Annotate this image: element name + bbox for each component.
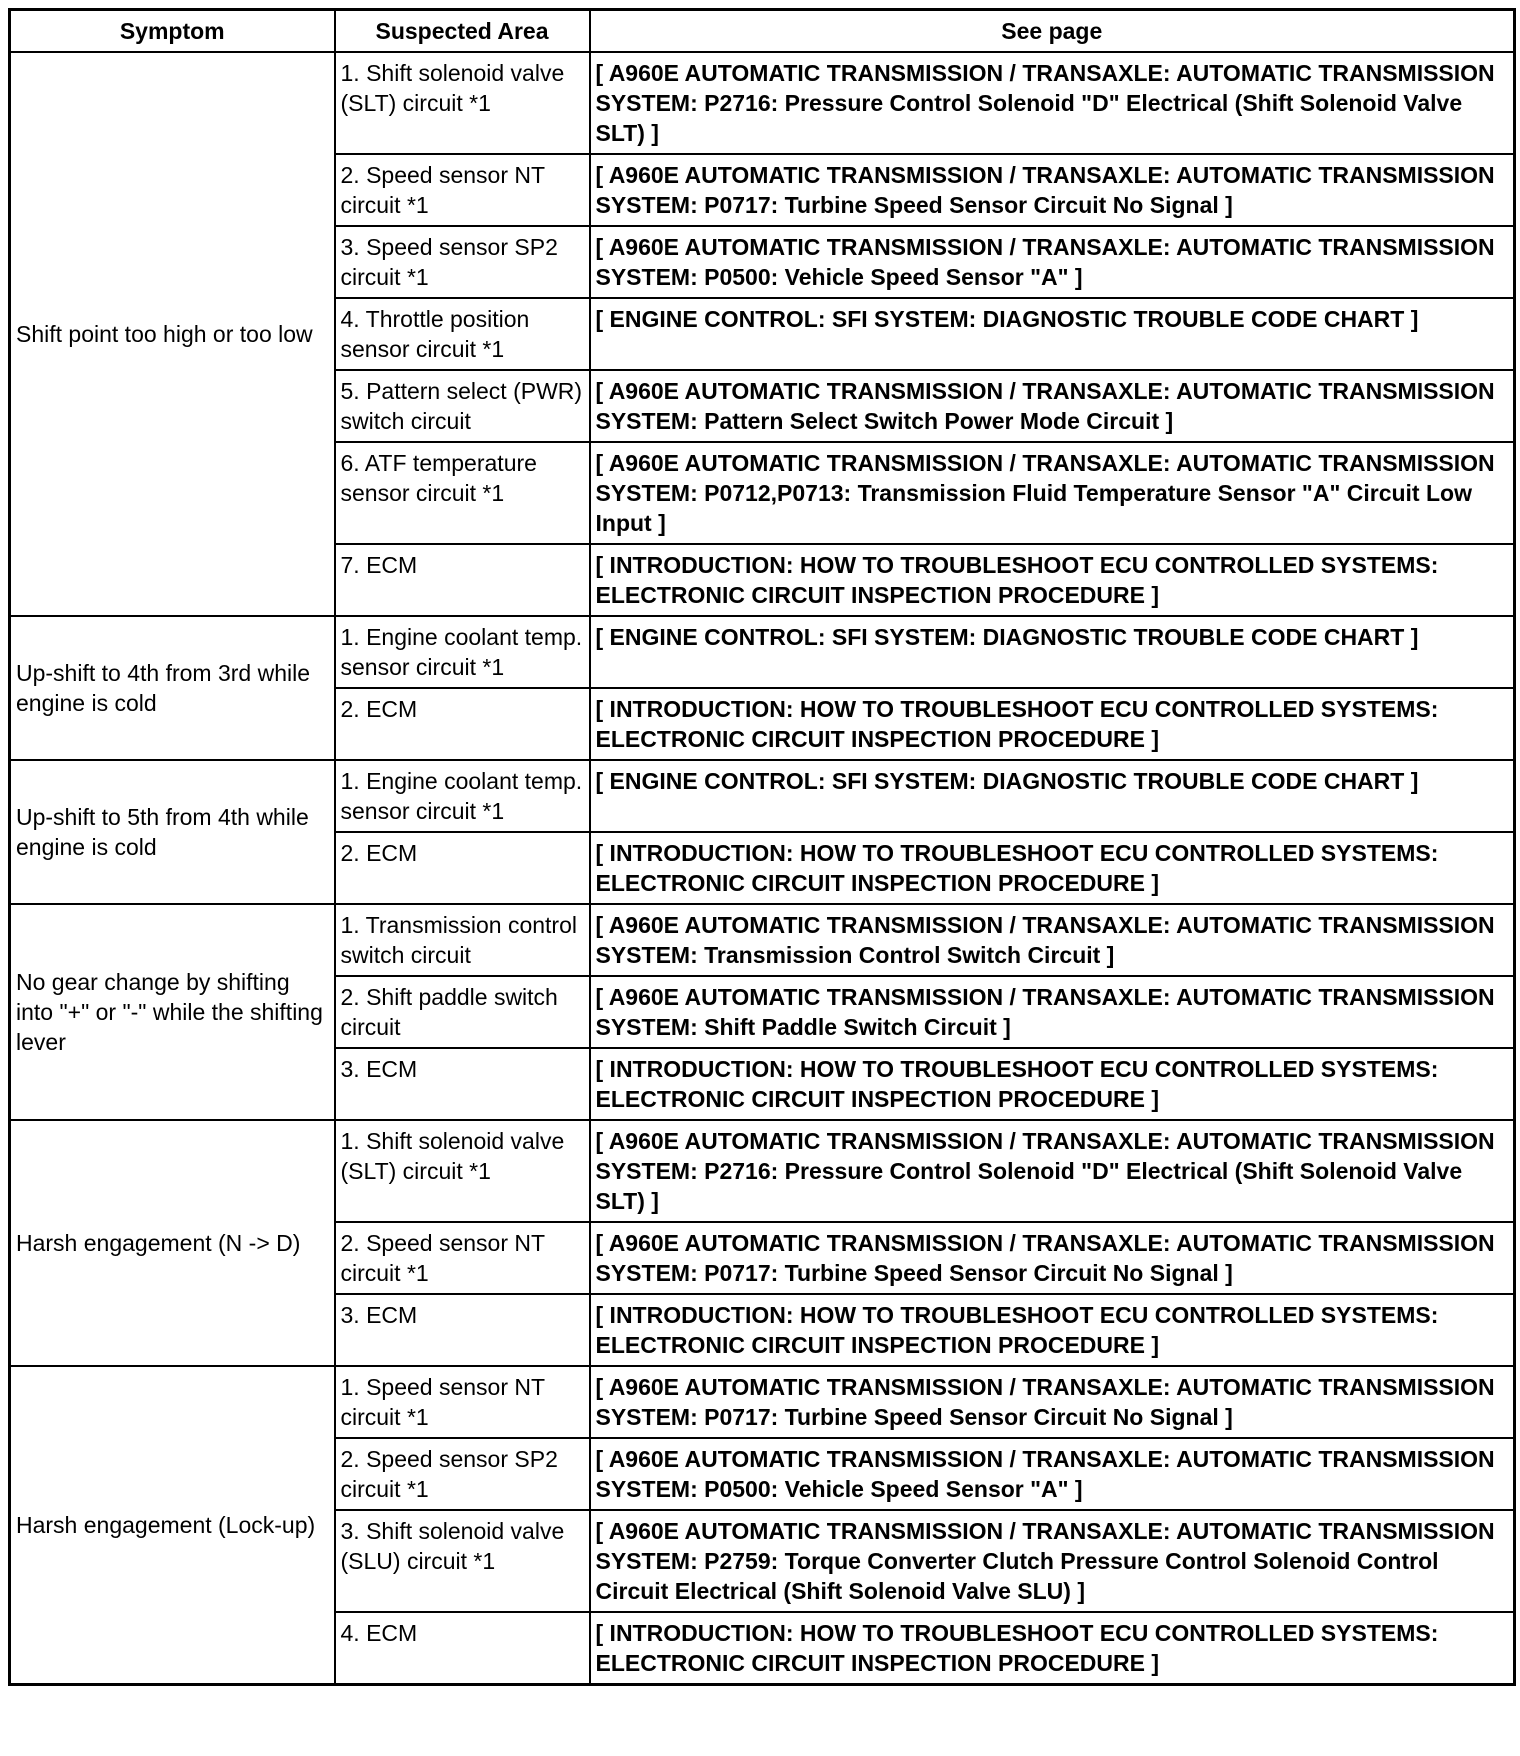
header-see-page: See page <box>590 10 1515 53</box>
table-row <box>10 52 1515 154</box>
see-page-link[interactable]: [ A960E AUTOMATIC TRANSMISSION / TRANSAXLE: AUTOMATIC TRANSMISSION SYSTEM: P2716: Pressure Control Solenoid "D" Electrical (Shift Solenoid Valve SLT) ] <box>590 1120 1515 1222</box>
see-page-link[interactable]: [ A960E AUTOMATIC TRANSMISSION / TRANSAXLE: AUTOMATIC TRANSMISSION SYSTEM: P2716: Pressure Control Solenoid "D" Electrical (Shift Solenoid Valve SLT) ] <box>590 52 1515 154</box>
see-page-link[interactable]: [ A960E AUTOMATIC TRANSMISSION / TRANSAXLE: AUTOMATIC TRANSMISSION SYSTEM: Pattern Select Switch Power Mode Circuit ] <box>590 370 1515 442</box>
suspected-area-cell: 4. ECM <box>335 1612 590 1685</box>
see-page-link[interactable]: [ A960E AUTOMATIC TRANSMISSION / TRANSAXLE: AUTOMATIC TRANSMISSION SYSTEM: P0717: Turbine Speed Sensor Circuit No Signal ] <box>590 1366 1515 1438</box>
see-page-link[interactable]: [ INTRODUCTION: HOW TO TROUBLESHOOT ECU CONTROLLED SYSTEMS: ELECTRONIC CIRCUIT INSPECTION PROCEDURE ] <box>590 544 1515 616</box>
symptom-cell: Up-shift to 4th from 3rd while engine is cold <box>10 616 335 760</box>
suspected-area-cell: 1. Engine coolant temp. sensor circuit *1 <box>335 616 590 688</box>
see-page-link[interactable]: [ A960E AUTOMATIC TRANSMISSION / TRANSAXLE: AUTOMATIC TRANSMISSION SYSTEM: Transmission Control Switch Circuit ] <box>590 904 1515 976</box>
suspected-area-cell: 1. Speed sensor NT circuit *1 <box>335 1366 590 1438</box>
header-row <box>10 10 1515 53</box>
suspected-area-cell: 6. ATF temperature sensor circuit *1 <box>335 442 590 544</box>
see-page-link[interactable]: [ A960E AUTOMATIC TRANSMISSION / TRANSAXLE: AUTOMATIC TRANSMISSION SYSTEM: Shift Paddle Switch Circuit ] <box>590 976 1515 1048</box>
suspected-area-cell: 2. Speed sensor NT circuit *1 <box>335 1222 590 1294</box>
suspected-area-cell: 2. Speed sensor NT circuit *1 <box>335 154 590 226</box>
table-row <box>10 616 1515 688</box>
symptom-cell: Up-shift to 5th from 4th while engine is cold <box>10 760 335 904</box>
see-page-link[interactable]: [ INTRODUCTION: HOW TO TROUBLESHOOT ECU CONTROLLED SYSTEMS: ELECTRONIC CIRCUIT INSPECTION PROCEDURE ] <box>590 1294 1515 1366</box>
see-page-link[interactable]: [ A960E AUTOMATIC TRANSMISSION / TRANSAXLE: AUTOMATIC TRANSMISSION SYSTEM: P0712,P0713: Transmission Fluid Temperature Sensor "A" Circuit Low Input ] <box>590 442 1515 544</box>
suspected-area-cell: 2. ECM <box>335 688 590 760</box>
see-page-link[interactable]: [ A960E AUTOMATIC TRANSMISSION / TRANSAXLE: AUTOMATIC TRANSMISSION SYSTEM: P0717: Turbine Speed Sensor Circuit No Signal ] <box>590 154 1515 226</box>
suspected-area-cell: 3. Shift solenoid valve (SLU) circuit *1 <box>335 1510 590 1612</box>
see-page-link[interactable]: [ ENGINE CONTROL: SFI SYSTEM: DIAGNOSTIC TROUBLE CODE CHART ] <box>590 298 1515 370</box>
table-row <box>10 1120 1515 1222</box>
suspected-area-cell: 1. Engine coolant temp. sensor circuit *1 <box>335 760 590 832</box>
suspected-area-cell: 2. Speed sensor SP2 circuit *1 <box>335 1438 590 1510</box>
symptom-table <box>8 8 1516 1686</box>
see-page-link[interactable]: [ A960E AUTOMATIC TRANSMISSION / TRANSAXLE: AUTOMATIC TRANSMISSION SYSTEM: P0500: Vehicle Speed Sensor "A" ] <box>590 1438 1515 1510</box>
header-suspected-area: Suspected Area <box>335 10 590 53</box>
suspected-area-cell: 3. ECM <box>335 1294 590 1366</box>
suspected-area-cell: 1. Shift solenoid valve (SLT) circuit *1 <box>335 1120 590 1222</box>
symptom-cell: No gear change by shifting into "+" or "-" while the shifting lever <box>10 904 335 1120</box>
see-page-link[interactable]: [ A960E AUTOMATIC TRANSMISSION / TRANSAXLE: AUTOMATIC TRANSMISSION SYSTEM: P0717: Turbine Speed Sensor Circuit No Signal ] <box>590 1222 1515 1294</box>
header-symptom: Symptom <box>10 10 335 53</box>
symptom-cell: Shift point too high or too low <box>10 52 335 616</box>
see-page-link[interactable]: [ INTRODUCTION: HOW TO TROUBLESHOOT ECU CONTROLLED SYSTEMS: ELECTRONIC CIRCUIT INSPECTION PROCEDURE ] <box>590 832 1515 904</box>
symptom-cell: Harsh engagement (Lock-up) <box>10 1366 335 1685</box>
see-page-link[interactable]: [ INTRODUCTION: HOW TO TROUBLESHOOT ECU CONTROLLED SYSTEMS: ELECTRONIC CIRCUIT INSPECTION PROCEDURE ] <box>590 1612 1515 1685</box>
suspected-area-cell: 7. ECM <box>335 544 590 616</box>
suspected-area-cell: 5. Pattern select (PWR) switch circuit <box>335 370 590 442</box>
table-row <box>10 760 1515 832</box>
see-page-link[interactable]: [ ENGINE CONTROL: SFI SYSTEM: DIAGNOSTIC TROUBLE CODE CHART ] <box>590 616 1515 688</box>
suspected-area-cell: 1. Shift solenoid valve (SLT) circuit *1 <box>335 52 590 154</box>
see-page-link[interactable]: [ ENGINE CONTROL: SFI SYSTEM: DIAGNOSTIC TROUBLE CODE CHART ] <box>590 760 1515 832</box>
suspected-area-cell: 1. Transmission control switch circuit <box>335 904 590 976</box>
suspected-area-cell: 3. Speed sensor SP2 circuit *1 <box>335 226 590 298</box>
document <box>8 8 1513 1686</box>
suspected-area-cell: 2. Shift paddle switch circuit <box>335 976 590 1048</box>
table-row <box>10 904 1515 976</box>
suspected-area-cell: 4. Throttle position sensor circuit *1 <box>335 298 590 370</box>
symptom-cell: Harsh engagement (N -> D) <box>10 1120 335 1366</box>
see-page-link[interactable]: [ INTRODUCTION: HOW TO TROUBLESHOOT ECU CONTROLLED SYSTEMS: ELECTRONIC CIRCUIT INSPECTION PROCEDURE ] <box>590 1048 1515 1120</box>
suspected-area-cell: 2. ECM <box>335 832 590 904</box>
see-page-link[interactable]: [ A960E AUTOMATIC TRANSMISSION / TRANSAXLE: AUTOMATIC TRANSMISSION SYSTEM: P0500: Vehicle Speed Sensor "A" ] <box>590 226 1515 298</box>
table-body <box>10 52 1515 1685</box>
table-row <box>10 1366 1515 1438</box>
see-page-link[interactable]: [ A960E AUTOMATIC TRANSMISSION / TRANSAXLE: AUTOMATIC TRANSMISSION SYSTEM: P2759: Torque Converter Clutch Pressure Control Solenoid Control Circuit Electrical (Shift Solenoid Valve SLU) ] <box>590 1510 1515 1612</box>
see-page-link[interactable]: [ INTRODUCTION: HOW TO TROUBLESHOOT ECU CONTROLLED SYSTEMS: ELECTRONIC CIRCUIT INSPECTION PROCEDURE ] <box>590 688 1515 760</box>
suspected-area-cell: 3. ECM <box>335 1048 590 1120</box>
